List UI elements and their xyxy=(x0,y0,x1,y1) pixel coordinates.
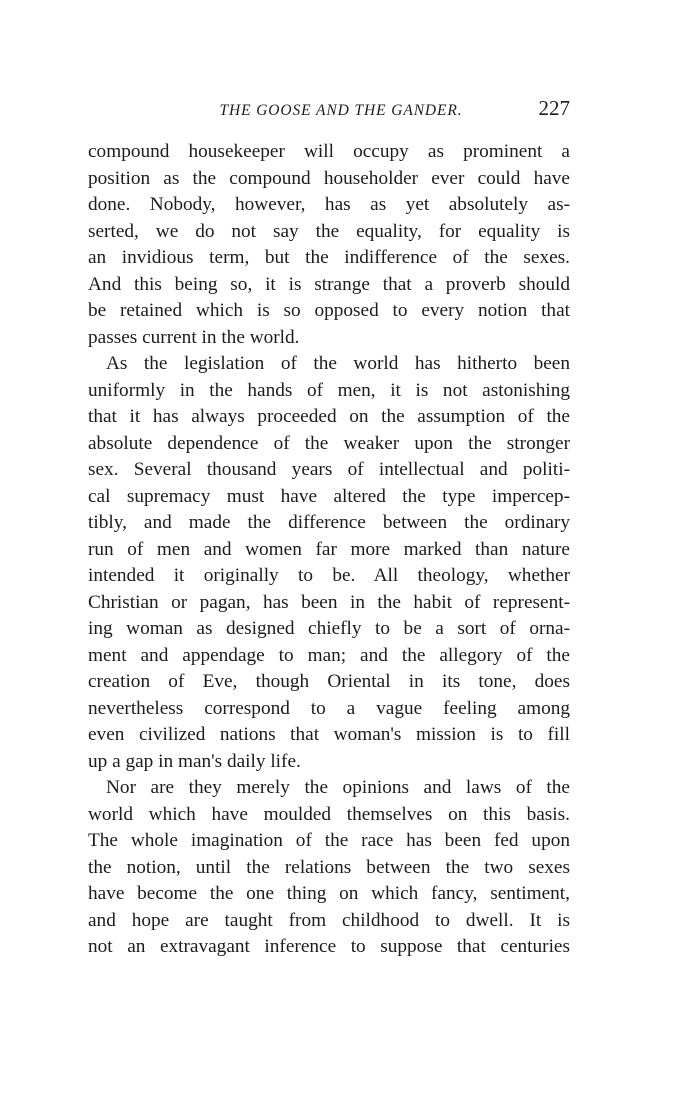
text-line: sex. Several thousand years of intellectual and politi- xyxy=(88,459,570,480)
text-line: the notion, until the relations between the two sexes xyxy=(88,856,570,878)
page-number: 227 xyxy=(538,96,570,120)
text-line: position as the compound householder ever could have xyxy=(88,167,570,189)
text-line: an invidious term, but the indifference of the sexes. xyxy=(88,247,570,268)
text-line: Nor are they merely the opinions and laws of the xyxy=(106,777,570,798)
text-line: creation of Eve, though Oriental in its tone, does xyxy=(88,671,570,692)
text-line: tibly, and made the difference between the ordinary xyxy=(88,512,570,533)
paragraph xyxy=(88,139,570,351)
text-line: up a gap in man's daily life. xyxy=(88,750,301,772)
text-line: even civilized nations that woman's mission is to fill xyxy=(88,724,570,745)
text-line: Christian or pagan, has been in the habit of represent- xyxy=(88,591,570,613)
text-line: done. Nobody, however, has as yet absolutely as- xyxy=(88,194,570,215)
running-title: THE GOOSE AND THE GANDER. xyxy=(219,102,463,119)
text-line: serted, we do not say the equality, for equality is xyxy=(88,220,570,242)
text-line: ing woman as designed chiefly to be a sort of orna- xyxy=(88,618,570,639)
text-line: uniformly in the hands of men, it is not astonishing xyxy=(88,379,570,401)
text-line: have become the one thing on which fancy, sentiment, xyxy=(88,883,570,904)
text-line: The whole imagination of the race has been fed upon xyxy=(88,830,570,851)
text-line: cal supremacy must have altered the type impercep- xyxy=(88,485,570,507)
text-line: and hope are taught from childhood to dwell. It is xyxy=(88,909,570,931)
text-line: passes current in the world. xyxy=(88,326,300,348)
text-line: run of men and women far more marked than nature xyxy=(88,538,570,560)
text-line: intended it originally to be. All theology, whether xyxy=(88,565,570,586)
text-line: ment and appendage to man; and the allegory of the xyxy=(88,644,570,666)
text-line: world which have moulded themselves on this basis. xyxy=(88,803,570,825)
text-line: be retained which is so opposed to every notion that xyxy=(88,300,570,321)
text-line: And this being so, it is strange that a proverb should xyxy=(88,273,570,295)
text-line: nevertheless correspond to a vague feeling among xyxy=(88,697,570,719)
text-line: As the legislation of the world has hitherto been xyxy=(106,353,570,374)
paragraph xyxy=(88,351,570,775)
body-text xyxy=(88,139,570,961)
text-line: compound housekeeper will occupy as prominent a xyxy=(88,141,570,162)
paragraph xyxy=(88,775,570,961)
text-line: not an extravagant inference to suppose that centuries xyxy=(88,936,570,957)
text-line: that it has always proceeded on the assumption of the xyxy=(88,406,570,427)
running-head xyxy=(88,96,570,126)
text-line: absolute dependence of the weaker upon the stronger xyxy=(88,432,570,454)
